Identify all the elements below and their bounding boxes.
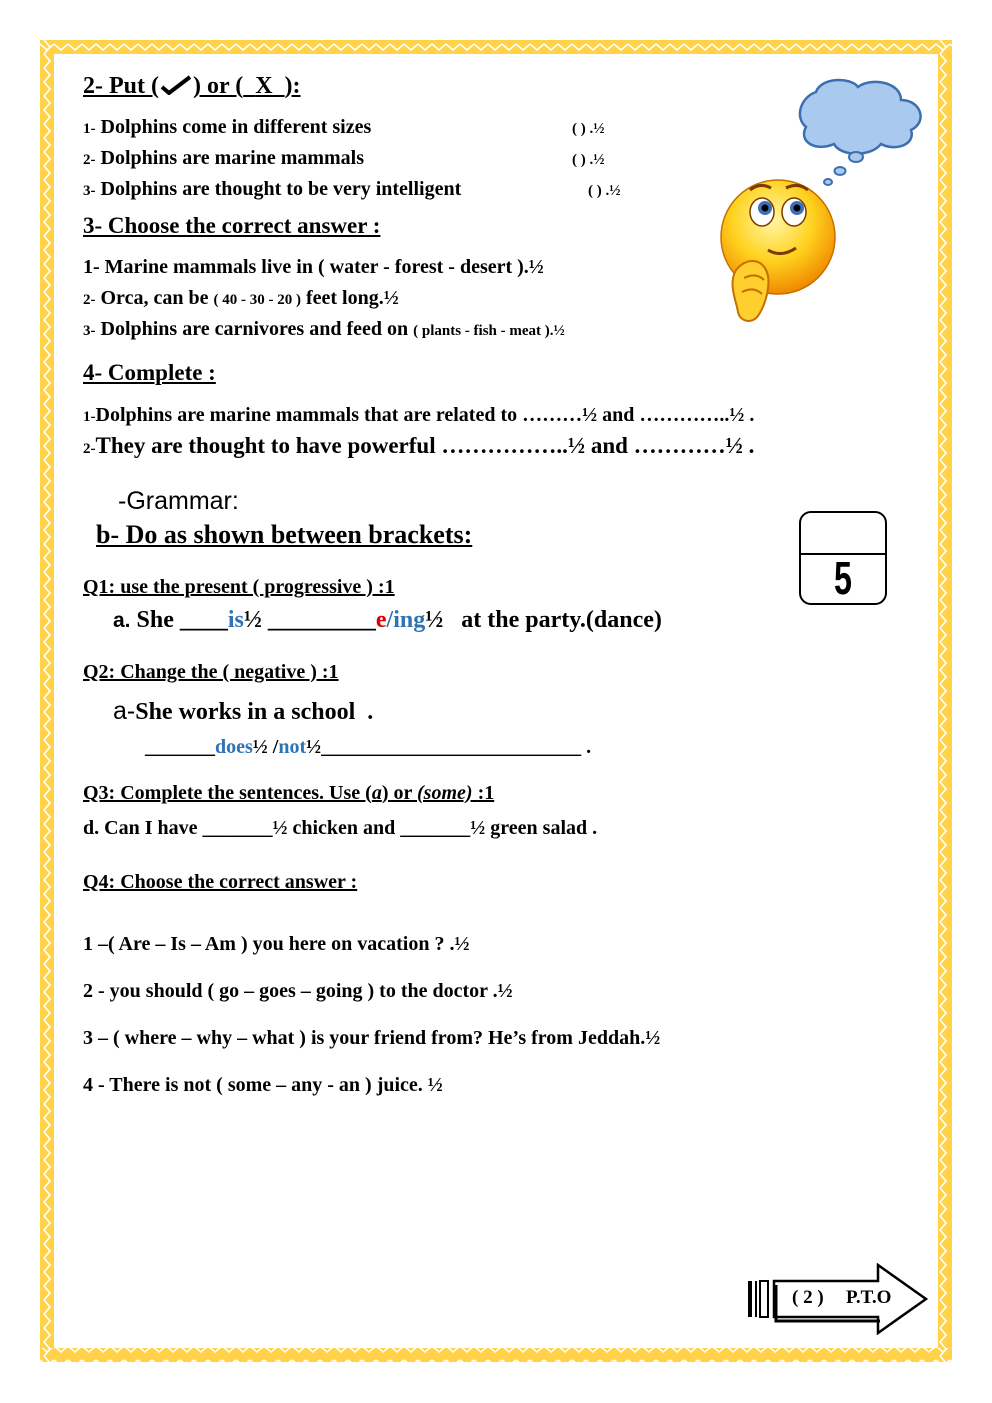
q2-sentence [113, 697, 373, 726]
q4-title: Q4: Choose the correct answer : [83, 871, 358, 893]
score-box [799, 511, 887, 605]
item-text: Dolphins are carnivores and feed on [100, 318, 409, 340]
choice-item-2 [83, 287, 399, 310]
q1-title: Q1: use the present ( progressive ) :1 [83, 576, 395, 598]
title-some: (some) [417, 782, 473, 804]
q2-answer-line [145, 736, 591, 759]
item-num: 2- [83, 292, 96, 308]
choice-item-3 [83, 318, 565, 341]
choice-item-1 [83, 256, 544, 279]
title-x: X [255, 73, 273, 99]
q4-item-1: 1 –( Are – Is – Am ) you here on vacation ? .½ [83, 933, 470, 955]
tf-item-2 [83, 147, 364, 170]
sentence-dot: . [367, 699, 374, 725]
item-options: ( plants - fish - meat ).½ [413, 323, 565, 339]
item-rest: feet long.½ [305, 287, 399, 309]
q3-sentence: d. Can I have _______½ chicken and _______½ green salad . [83, 817, 598, 839]
title-part: :1 [477, 782, 495, 804]
tf-answer-3[interactable]: ( ) .½ [588, 183, 621, 199]
title-part: Q3: Complete the sentences. Use ( [83, 782, 372, 804]
sentence-part: ½ [425, 607, 444, 633]
item-text: Dolphins are thought to be very intelligent [100, 178, 462, 200]
answer-does: does [215, 736, 253, 758]
item-text: Dolphins come in different sizes [100, 116, 372, 138]
page-number: ( 2 ) [792, 1287, 824, 1308]
pto-label: P.T.O [846, 1287, 892, 1308]
item-num: 2- [83, 441, 96, 457]
complete-item-2 [83, 433, 754, 459]
item-num: 3- [83, 183, 96, 199]
q4-item-4: 4 - There is not ( some – any - an ) juice. ½ [83, 1074, 443, 1096]
item-num: 1- [83, 121, 96, 137]
title-part: ) or ( [192, 73, 244, 99]
item-text: Marine mammals live in ( water - forest - desert ).½ [104, 256, 544, 278]
thinking-emoji-icon [716, 72, 936, 332]
answer-e: e [375, 607, 387, 633]
check-mark-icon [159, 73, 193, 95]
tf-answer-1[interactable]: ( ) .½ [572, 121, 605, 137]
tf-item-1 [83, 116, 371, 139]
item-text: Dolphins are marine mammals [100, 147, 365, 169]
sentence-part: ½ / [252, 736, 279, 758]
complete-item-1 [83, 404, 754, 427]
item-num: 2- [83, 152, 96, 168]
item-options: ( 40 - 30 - 20 ) [213, 292, 301, 308]
item-letter: a- [113, 697, 136, 725]
blank: _______ [145, 736, 215, 758]
section-2-title [83, 73, 301, 100]
item-text: Dolphins are marine mammals that are related to ………½ and …………..½ . [95, 404, 755, 426]
q4-item-3: 3 – ( where – why – what ) is your friend from? He’s from Jeddah.½ [83, 1027, 661, 1049]
title-part: 2- Put ( [83, 73, 159, 99]
q1-sentence [113, 607, 662, 634]
q2-title: Q2: Change the ( negative ) :1 [83, 661, 339, 683]
item-text: Orca, can be [100, 287, 209, 309]
tf-answer-2[interactable]: ( ) .½ [572, 152, 605, 168]
answer-not: not [278, 736, 307, 758]
item-num: 1- [83, 256, 100, 278]
sentence-text: She works in a school [135, 699, 356, 725]
q4-item-2: 2 - you should ( go – goes – going ) to the doctor .½ [83, 980, 513, 1002]
title-a: a [371, 782, 382, 804]
score-value: 5 [834, 552, 852, 604]
item-num: 1- [83, 409, 96, 425]
grammar-heading: -Grammar: [118, 487, 239, 515]
item-text: They are thought to have powerful ……………..½ and …………½ . [95, 433, 755, 458]
item-num: 3- [83, 323, 96, 339]
next-page-arrow-icon[interactable] [744, 1263, 930, 1335]
title-part: ) or [381, 782, 413, 804]
tf-item-3 [83, 178, 461, 201]
answer-ing: /ing [386, 607, 426, 633]
sentence-part: at the party.(dance) [461, 607, 662, 633]
sentence-part: She ____ [136, 607, 228, 633]
sentence-part: ½__________________________ . [306, 736, 592, 758]
item-letter: a. [113, 609, 131, 632]
section-3-title: 3- Choose the correct answer : [83, 213, 381, 238]
title-part: ): [284, 73, 301, 99]
section-4-title: 4- Complete : [83, 360, 216, 385]
q3-title [83, 782, 494, 805]
sentence-part: ½ _________ [243, 607, 376, 633]
answer-is: is [227, 607, 244, 633]
grammar-subheading: b- Do as shown between brackets: [96, 520, 473, 549]
